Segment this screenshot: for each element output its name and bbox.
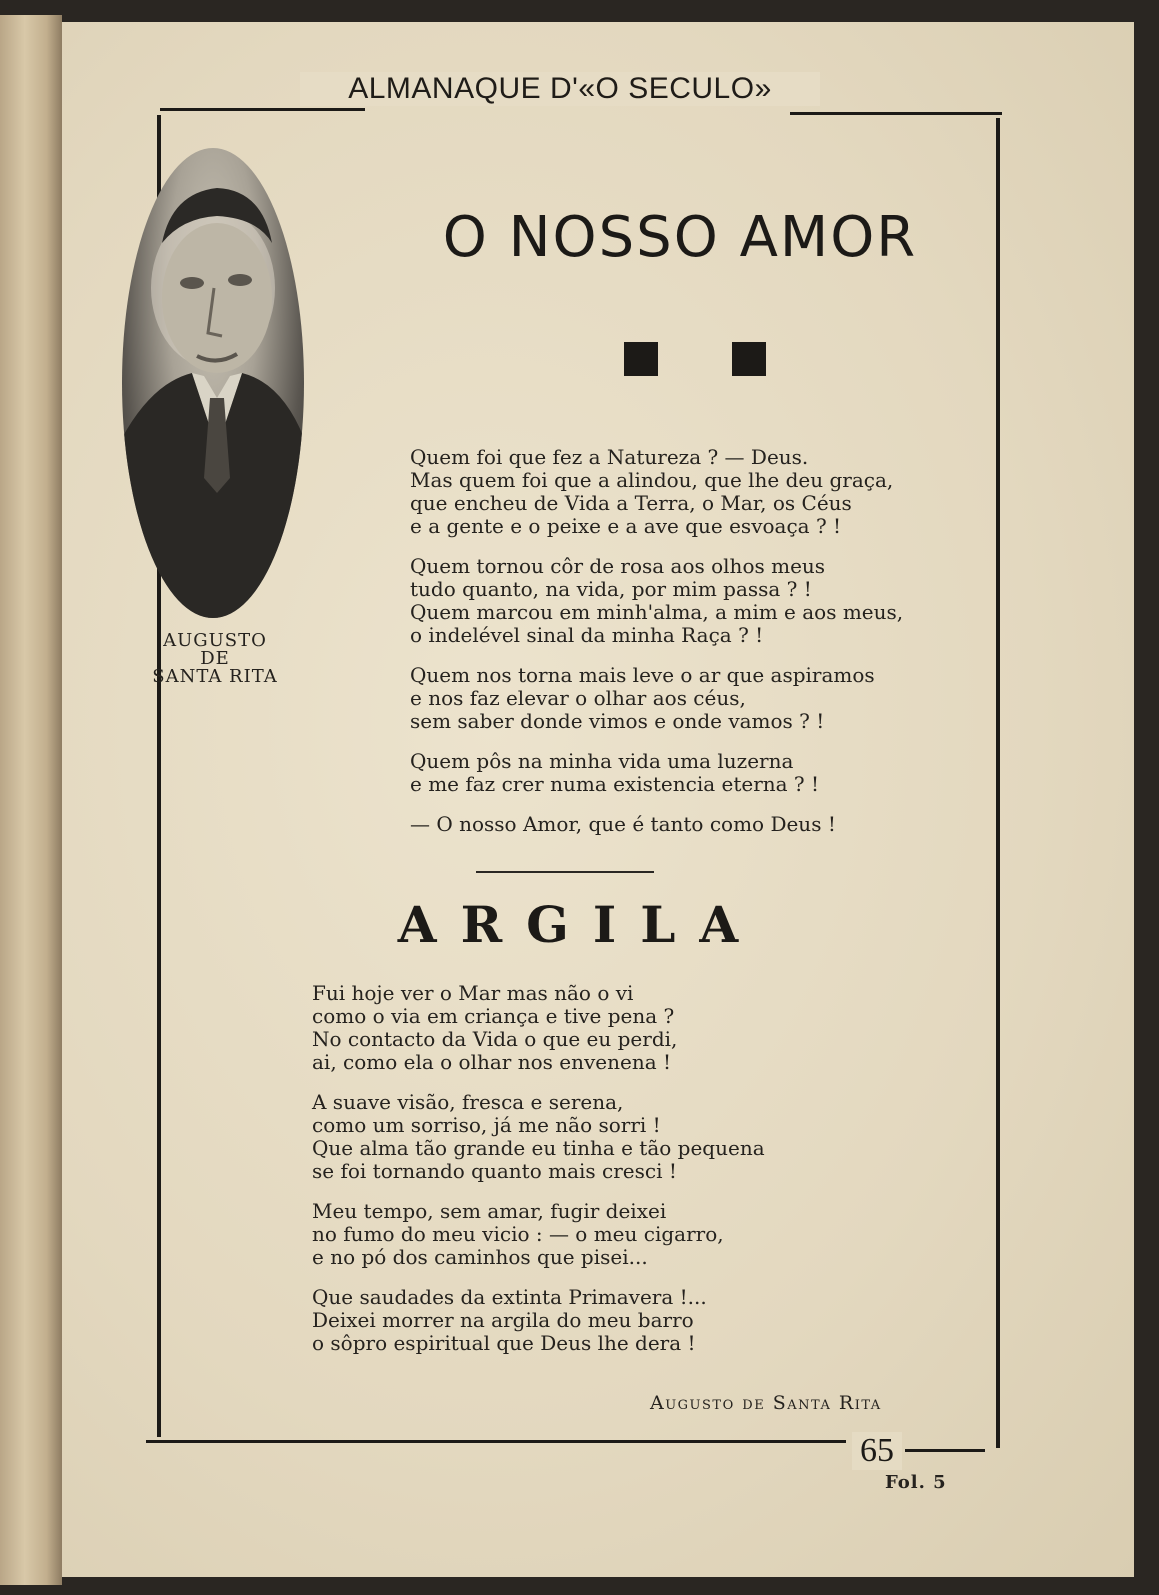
stanza (312, 1091, 765, 1183)
verse-line: Que alma tão grande eu tinha e tão pequena (312, 1136, 765, 1160)
verse-line: e no pó dos caminhos que pisei... (312, 1245, 648, 1269)
verse-line: e a gente e o peixe e a ave que esvoaça ? ! (410, 514, 842, 538)
poem-title-argila: ARGILA (397, 895, 763, 954)
stanza (312, 982, 765, 1074)
frame-right-line (996, 118, 1000, 1448)
caption-line-1: AUGUSTO (163, 630, 267, 651)
author-portrait (122, 148, 304, 618)
folio-mark: Fol. 5 (885, 1472, 947, 1493)
verse-line: Fui hoje ver o Mar mas não o vi (312, 981, 634, 1005)
verse-line: o sôpro espiritual que Deus lhe dera ! (312, 1331, 696, 1355)
poem-argila-body (312, 982, 765, 1372)
footer-rule-right (905, 1449, 985, 1452)
stanza (410, 664, 903, 733)
verse-line: que encheu de Vida a Terra, o Mar, os Céus (410, 491, 852, 515)
verse-line: No contacto da Vida o que eu perdi, (312, 1027, 678, 1051)
stanza (410, 555, 903, 647)
verse-line: Quem marcou em minh'alma, a mim e aos meus, (410, 600, 904, 624)
stanza (312, 1200, 765, 1269)
verse-line: ai, como ela o olhar nos envenena ! (312, 1050, 672, 1074)
verse-line: Deixei morrer na argila do meu barro (312, 1308, 694, 1332)
page-number: 65 (852, 1432, 902, 1470)
header-rule-left (160, 108, 365, 111)
section-divider (476, 871, 654, 873)
stanza (410, 750, 903, 796)
footer-rule-left (146, 1440, 846, 1443)
ornament-square-left (624, 342, 658, 376)
verse-line: — O nosso Amor, que é tanto como Deus ! (410, 812, 836, 836)
verse-line: como um sorriso, já me não sorri ! (312, 1113, 661, 1137)
verse-line: tudo quanto, na vida, por mim passa ? ! (410, 577, 812, 601)
caption-line-2: DE (200, 648, 230, 669)
verse-line: no fumo do meu vicio : — o meu cigarro, (312, 1222, 724, 1246)
verse-line: A suave visão, fresca e serena, (312, 1090, 624, 1114)
poem-o-nosso-amor-body (410, 446, 903, 853)
ornament-square-right (732, 342, 766, 376)
verse-line: Que saudades da extinta Primavera !... (312, 1285, 707, 1309)
verse-line: e nos faz elevar o olhar aos céus, (410, 686, 746, 710)
caption-line-3: SANTA RITA (152, 666, 278, 687)
verse-line: e me faz crer numa existencia eterna ? ! (410, 772, 820, 796)
stanza (312, 1286, 765, 1355)
stanza (410, 813, 903, 836)
author-signature: Augusto de Santa Rita (650, 1392, 882, 1414)
verse-line: sem saber donde vimos e onde vamos ? ! (410, 709, 825, 733)
poem-title-o-nosso-amor: O NOSSO AMOR (442, 205, 918, 270)
verse-line: Meu tempo, sem amar, fugir deixei (312, 1199, 667, 1223)
verse-line: se foi tornando quanto mais cresci ! (312, 1159, 677, 1183)
verse-line: o indelével sinal da minha Raça ? ! (410, 623, 764, 647)
verse-line: Quem tornou côr de rosa aos olhos meus (410, 554, 826, 578)
verse-line: Quem pôs na minha vida uma luzerna (410, 749, 794, 773)
verse-line: Mas quem foi que a alindou, que lhe deu graça, (410, 468, 894, 492)
portrait-caption (120, 632, 310, 686)
running-title: ALMANAQUE D'«O SECULO» (300, 72, 820, 106)
stanza (410, 446, 903, 538)
portrait-illustration (122, 148, 304, 618)
book-spine (0, 15, 62, 1585)
verse-line: como o via em criança e tive pena ? (312, 1004, 675, 1028)
verse-line: Quem foi que fez a Natureza ? — Deus. (410, 445, 809, 469)
verse-line: Quem nos torna mais leve o ar que aspiramos (410, 663, 875, 687)
header-rule-right (790, 112, 1002, 115)
